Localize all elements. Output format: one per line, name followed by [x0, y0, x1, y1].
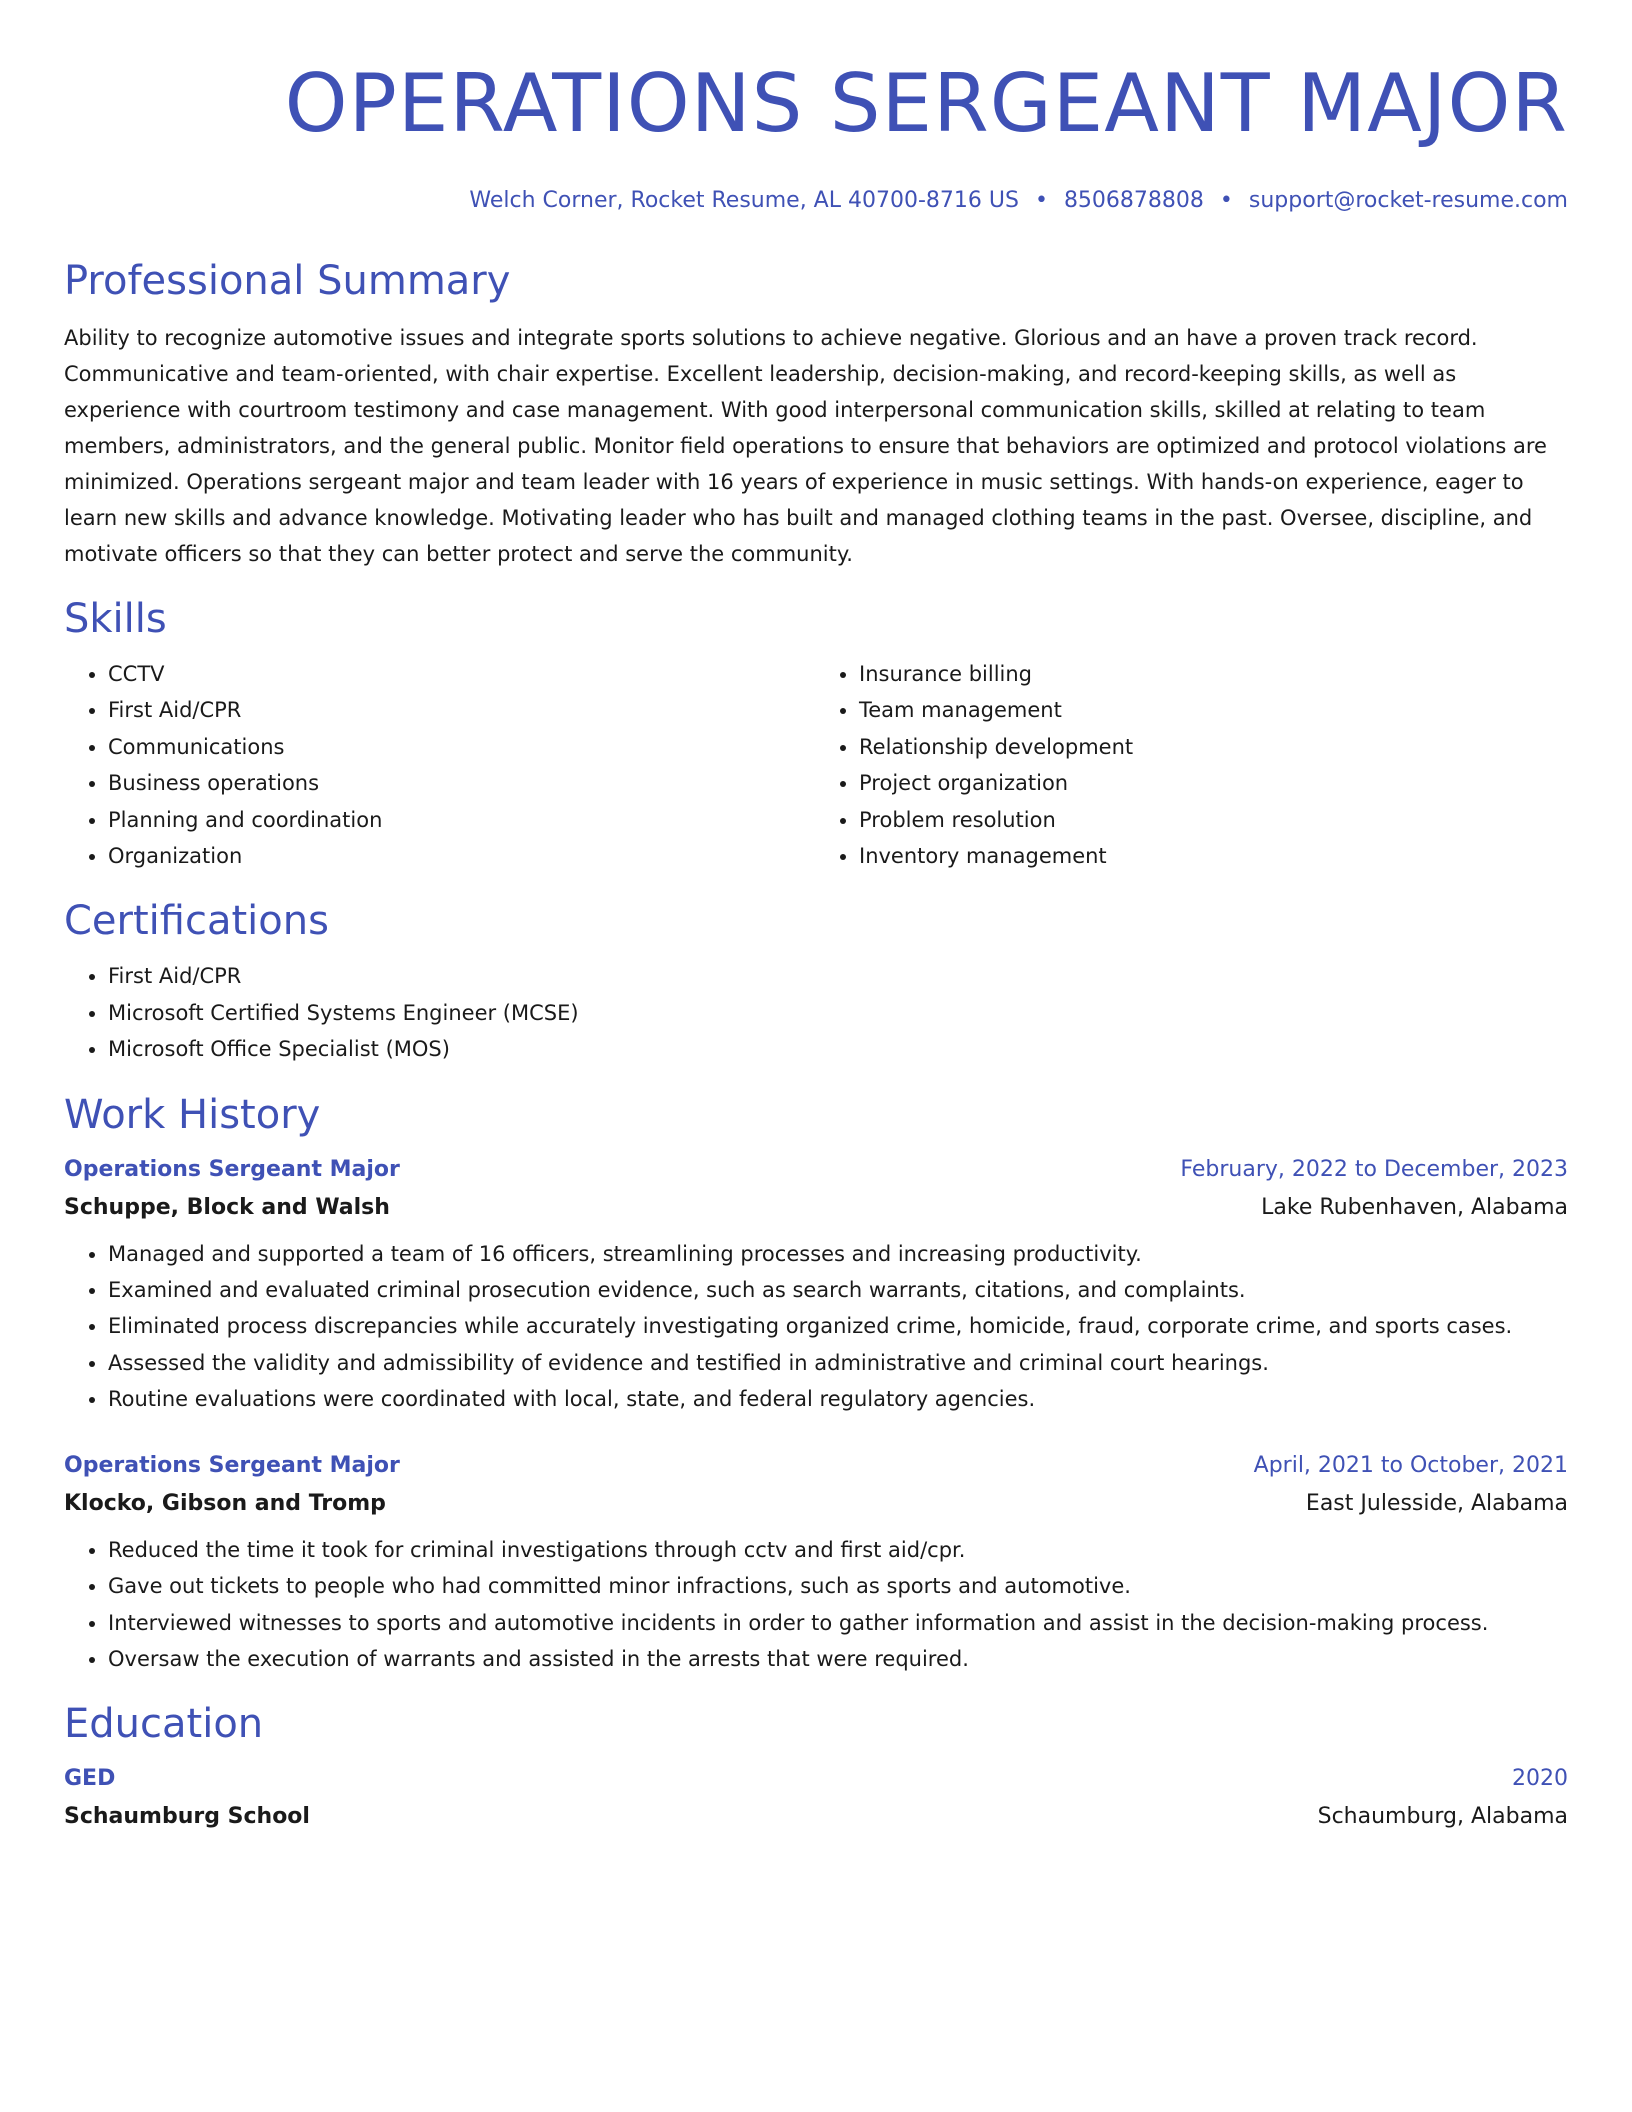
- job-company: Klocko, Gibson and Tromp: [64, 1490, 386, 1516]
- job-bullet: • Managed and supported a team of 16 officers, streamlining processes and increasing productivity.: [108, 1236, 1568, 1272]
- skill-item: • Organization: [108, 838, 816, 874]
- education-section: [64, 1699, 1568, 1837]
- skills-list-left: [64, 656, 816, 874]
- certifications-section: [64, 896, 1568, 1067]
- job-title: Operations Sergeant Major: [64, 1452, 400, 1478]
- job-entry: [64, 1448, 1568, 1678]
- job-bullet: • Oversaw the execution of warrants and assisted in the arrests that were required.: [108, 1641, 1568, 1677]
- education-entry: [64, 1761, 1568, 1837]
- job-company-row: [64, 1188, 1568, 1228]
- job-company: Schuppe, Block and Walsh: [64, 1194, 390, 1220]
- candidate-name: OPERATIONS SERGEANT MAJOR: [284, 57, 1568, 150]
- skill-item: • Team management: [859, 692, 1568, 728]
- summary-heading: Professional Summary: [64, 258, 511, 304]
- job-bullet: • Assessed the validity and admissibility of evidence and testified in administrative and criminal court hearings.: [108, 1345, 1568, 1381]
- skills-columns: [64, 644, 1568, 874]
- certifications-heading: Certifications: [64, 898, 329, 945]
- certification-item: • Microsoft Certified Systems Engineer (MCSE): [108, 995, 1568, 1031]
- contact-separator: •: [1219, 188, 1233, 213]
- job-title: Operations Sergeant Major: [64, 1156, 400, 1182]
- job-bullet: • Routine evaluations were coordinated with local, state, and federal regulatory agencies.: [108, 1381, 1568, 1417]
- job-bullet: • Examined and evaluated criminal prosecution evidence, such as search warrants, citations, and complaints.: [108, 1272, 1568, 1308]
- contact-phone[interactable]: 8506878808: [1063, 188, 1204, 213]
- job-bullet: • Eliminated process discrepancies while accurately investigating organized crime, homicide, fraud, corporate crime, and sports cases.: [108, 1308, 1568, 1344]
- education-location: Schaumburg, Alabama: [1317, 1804, 1568, 1830]
- skill-item: • Problem resolution: [859, 802, 1568, 838]
- contact-email[interactable]: support@rocket-resume.com: [1248, 188, 1568, 213]
- job-company-row: [64, 1484, 1568, 1524]
- summary-text: Ability to recognize automotive issues and integrate sports solutions to achieve negative. Glorious and an have a proven track record. Communicative and team-oriented, with chair expertise. Excellent leadership, decision-making, and record-keeping skills, as well as experience with courtroom testimony and case management. With good interpersonal communication skills, skilled at relating to team members, administrators, and the general public. Monitor field operations to ensure that behaviors are optimized and protocol violations are minimized. Operations sergeant major and team leader with 16 years of experience in music settings. With hands-on experience, eager to learn new skills and advance knowledge. Motivating leader who has built and managed clothing teams in the past. Oversee, discipline, and motivate officers so that they can better protect and serve the community.: [64, 326, 1547, 566]
- work-history-heading: Work History: [64, 1091, 321, 1138]
- skill-item: • Insurance billing: [859, 656, 1568, 692]
- skill-item: • Inventory management: [859, 838, 1568, 874]
- skill-item: • CCTV: [108, 656, 816, 692]
- skill-item: • Planning and coordination: [108, 802, 816, 838]
- skills-heading: Skills: [64, 596, 167, 642]
- skill-item: • First Aid/CPR: [108, 692, 816, 728]
- contact-line: [64, 186, 1568, 216]
- job-title-row: [64, 1448, 1568, 1484]
- job-bullet: • Interviewed witnesses to sports and automotive incidents in order to gather information and assist in the decision-making process.: [108, 1605, 1568, 1641]
- job-title-row: [64, 1152, 1568, 1188]
- education-school: Schaumburg School: [64, 1804, 310, 1830]
- contact-address: Welch Corner, Rocket Resume, AL 40700-8716 US: [469, 188, 1019, 213]
- resume-page: [64, 0, 1568, 1837]
- summary-section: [64, 256, 1568, 572]
- education-year: 2020: [1512, 1766, 1568, 1792]
- certifications-list: [64, 958, 1568, 1067]
- skills-list-right: [816, 656, 1568, 874]
- skill-item: • Business operations: [108, 765, 816, 801]
- education-school-row: [64, 1797, 1568, 1837]
- job-bullet: • Reduced the time it took for criminal investigations through cctv and first aid/cpr.: [108, 1532, 1568, 1568]
- contact-separator: •: [1034, 188, 1048, 213]
- job-bullets: [64, 1532, 1568, 1678]
- job-bullets: [64, 1236, 1568, 1418]
- work-history-section: [64, 1090, 1568, 1678]
- job-bullet: • Gave out tickets to people who had committed minor infractions, such as sports and automotive.: [108, 1568, 1568, 1604]
- job-entry: [64, 1152, 1568, 1418]
- job-location: East Julesside, Alabama: [1305, 1490, 1568, 1516]
- job-dates: April, 2021 to October, 2021: [1253, 1452, 1568, 1478]
- skills-section: [64, 594, 1568, 874]
- skill-item: • Communications: [108, 729, 816, 765]
- education-degree-row: [64, 1761, 1568, 1797]
- skill-item: • Project organization: [859, 765, 1568, 801]
- education-degree: GED: [64, 1766, 116, 1792]
- certification-item: • First Aid/CPR: [108, 958, 1568, 994]
- skill-item: • Relationship development: [859, 729, 1568, 765]
- education-heading: Education: [64, 1701, 264, 1748]
- job-location: Lake Rubenhaven, Alabama: [1261, 1194, 1568, 1220]
- certification-item: • Microsoft Office Specialist (MOS): [108, 1031, 1568, 1067]
- job-dates: February, 2022 to December, 2023: [1180, 1156, 1568, 1182]
